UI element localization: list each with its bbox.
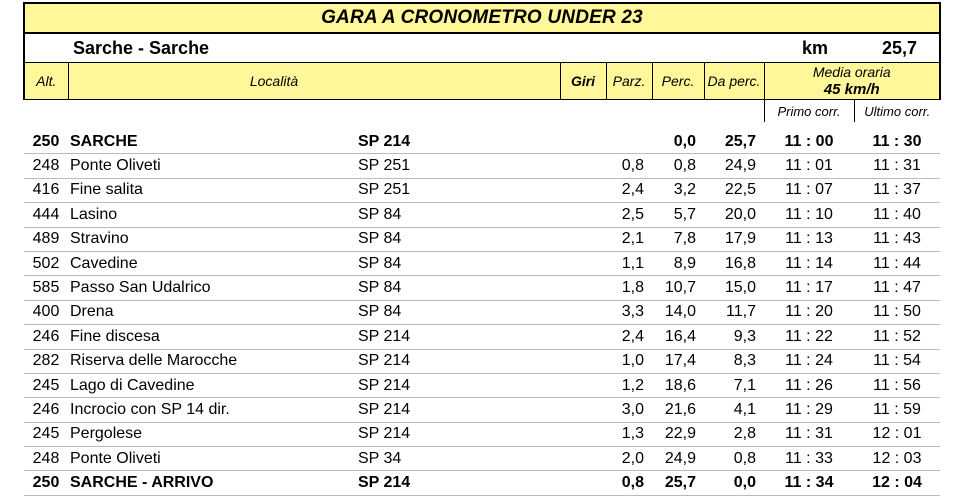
cell-road: SP 84	[358, 251, 560, 275]
cell-perc: 25,7	[652, 471, 704, 495]
cell-primo-corr: 11 : 17	[764, 276, 854, 300]
cell-parz: 3,3	[606, 300, 652, 324]
cell-giri	[560, 130, 606, 154]
cell-parz: 1,3	[606, 422, 652, 446]
cell-perc: 17,4	[652, 349, 704, 373]
cell-da-perc: 16,8	[704, 251, 764, 275]
cell-giri	[560, 300, 606, 324]
cell-road: SP 84	[358, 227, 560, 251]
cell-localita: Passo San Udalrico	[68, 276, 358, 300]
table-row	[24, 471, 940, 495]
table-row	[24, 227, 940, 251]
header-ultimo-corr: Ultimo corr.	[854, 100, 940, 123]
table-row	[24, 154, 940, 178]
cell-da-perc: 25,7	[704, 130, 764, 154]
cell-alt: 246	[24, 398, 68, 422]
cell-da-perc: 2,8	[704, 422, 764, 446]
cell-alt: 246	[24, 325, 68, 349]
cell-road: SP 84	[358, 203, 560, 227]
table-row	[24, 203, 940, 227]
cell-localita: Lasino	[68, 203, 358, 227]
cell-ultimo-corr: 11 : 40	[854, 203, 940, 227]
cell-primo-corr: 11 : 20	[764, 300, 854, 324]
cell-primo-corr: 11 : 26	[764, 373, 854, 397]
cell-perc: 10,7	[652, 276, 704, 300]
header-localita: Località	[68, 63, 560, 100]
header-alt: Alt.	[24, 63, 68, 100]
cell-ultimo-corr: 11 : 31	[854, 154, 940, 178]
cell-alt: 489	[24, 227, 68, 251]
cell-perc: 14,0	[652, 300, 704, 324]
cell-ultimo-corr: 11 : 44	[854, 251, 940, 275]
cell-da-perc: 8,3	[704, 349, 764, 373]
cell-giri	[560, 471, 606, 495]
header-primo-corr: Primo corr.	[764, 100, 854, 123]
table-row	[24, 398, 940, 422]
cell-localita: Riserva delle Marocche	[68, 349, 358, 373]
cell-perc: 8,9	[652, 251, 704, 275]
cell-ultimo-corr: 11 : 52	[854, 325, 940, 349]
cell-parz: 1,8	[606, 276, 652, 300]
cell-ultimo-corr: 12 : 03	[854, 447, 940, 471]
cell-primo-corr: 11 : 13	[764, 227, 854, 251]
page-title: GARA A CRONOMETRO UNDER 23	[24, 3, 940, 33]
cell-road: SP 34	[358, 447, 560, 471]
cell-road: SP 214	[358, 130, 560, 154]
cell-parz: 1,2	[606, 373, 652, 397]
cell-perc: 0,8	[652, 154, 704, 178]
cell-perc: 24,9	[652, 447, 704, 471]
cell-localita: Fine salita	[68, 178, 358, 202]
cell-alt: 248	[24, 447, 68, 471]
cell-primo-corr: 11 : 33	[764, 447, 854, 471]
cell-ultimo-corr: 11 : 30	[854, 130, 940, 154]
cell-primo-corr: 11 : 14	[764, 251, 854, 275]
cell-parz: 1,1	[606, 251, 652, 275]
cell-da-perc: 0,8	[704, 447, 764, 471]
media-speed: 45 km/h	[823, 81, 880, 98]
cell-primo-corr: 11 : 24	[764, 349, 854, 373]
header-giri: Giri	[560, 63, 606, 100]
cell-parz: 2,0	[606, 447, 652, 471]
cell-da-perc: 9,3	[704, 325, 764, 349]
cell-road: SP 214	[358, 325, 560, 349]
cell-localita: Incrocio con SP 14 dir.	[68, 398, 358, 422]
timetable-sheet	[23, 2, 939, 496]
cell-localita: SARCHE - ARRIVO	[68, 471, 358, 495]
cell-da-perc: 24,9	[704, 154, 764, 178]
cell-localita: Cavedine	[68, 251, 358, 275]
cell-perc: 0,0	[652, 130, 704, 154]
cell-road: SP 214	[358, 422, 560, 446]
cell-road: SP 214	[358, 349, 560, 373]
header-media-oraria	[764, 63, 940, 100]
cell-giri	[560, 251, 606, 275]
cell-primo-corr: 11 : 34	[764, 471, 854, 495]
cell-alt: 245	[24, 373, 68, 397]
cell-parz: 1,0	[606, 349, 652, 373]
cell-primo-corr: 11 : 10	[764, 203, 854, 227]
cell-localita: Pergolese	[68, 422, 358, 446]
cell-giri	[560, 398, 606, 422]
cell-parz: 2,1	[606, 227, 652, 251]
cell-primo-corr: 11 : 00	[764, 130, 854, 154]
cell-ultimo-corr: 11 : 56	[854, 373, 940, 397]
route-name: Sarche - Sarche	[68, 33, 560, 63]
header-perc: Perc.	[652, 63, 704, 100]
cell-perc: 18,6	[652, 373, 704, 397]
table-row	[24, 276, 940, 300]
cell-ultimo-corr: 11 : 50	[854, 300, 940, 324]
cell-parz: 2,4	[606, 178, 652, 202]
cell-alt: 400	[24, 300, 68, 324]
cell-road: SP 84	[358, 276, 560, 300]
cell-road: SP 214	[358, 398, 560, 422]
cell-localita: Fine discesa	[68, 325, 358, 349]
cell-alt: 416	[24, 178, 68, 202]
cell-primo-corr: 11 : 01	[764, 154, 854, 178]
cell-localita: SARCHE	[68, 130, 358, 154]
cell-perc: 7,8	[652, 227, 704, 251]
cell-da-perc: 11,7	[704, 300, 764, 324]
cell-road: SP 214	[358, 471, 560, 495]
cell-da-perc: 4,1	[704, 398, 764, 422]
table-row	[24, 325, 940, 349]
cell-localita: Ponte Oliveti	[68, 447, 358, 471]
cell-primo-corr: 11 : 22	[764, 325, 854, 349]
table-row	[24, 251, 940, 275]
cell-perc: 16,4	[652, 325, 704, 349]
cell-road: SP 251	[358, 178, 560, 202]
cell-parz: 2,4	[606, 325, 652, 349]
cell-giri	[560, 422, 606, 446]
cell-ultimo-corr: 12 : 01	[854, 422, 940, 446]
cell-alt: 282	[24, 349, 68, 373]
cell-giri	[560, 227, 606, 251]
cell-alt: 248	[24, 154, 68, 178]
table-row	[24, 447, 940, 471]
cell-ultimo-corr: 11 : 59	[854, 398, 940, 422]
header-da-perc: Da perc.	[704, 63, 764, 100]
cell-primo-corr: 11 : 07	[764, 178, 854, 202]
table-row	[24, 178, 940, 202]
cell-perc: 21,6	[652, 398, 704, 422]
cell-ultimo-corr: 11 : 43	[854, 227, 940, 251]
cell-alt: 250	[24, 471, 68, 495]
km-value: 25,7	[854, 33, 940, 63]
cell-perc: 22,9	[652, 422, 704, 446]
table-row	[24, 422, 940, 446]
cell-da-perc: 20,0	[704, 203, 764, 227]
table-row	[24, 373, 940, 397]
cell-ultimo-corr: 11 : 54	[854, 349, 940, 373]
cell-perc: 3,2	[652, 178, 704, 202]
cell-parz: 0,8	[606, 471, 652, 495]
cell-da-perc: 22,5	[704, 178, 764, 202]
cell-da-perc: 17,9	[704, 227, 764, 251]
cell-parz: 0,8	[606, 154, 652, 178]
cell-alt: 502	[24, 251, 68, 275]
cell-giri	[560, 178, 606, 202]
cell-localita: Drena	[68, 300, 358, 324]
cell-giri	[560, 349, 606, 373]
cell-alt: 444	[24, 203, 68, 227]
cell-alt: 585	[24, 276, 68, 300]
cell-localita: Ponte Oliveti	[68, 154, 358, 178]
cell-parz: 3,0	[606, 398, 652, 422]
km-label: km	[764, 33, 854, 63]
table-row	[24, 300, 940, 324]
cell-road: SP 84	[358, 300, 560, 324]
header-parz: Parz.	[606, 63, 652, 100]
cell-alt: 245	[24, 422, 68, 446]
cell-giri	[560, 447, 606, 471]
cell-giri	[560, 203, 606, 227]
cell-da-perc: 7,1	[704, 373, 764, 397]
cell-primo-corr: 11 : 29	[764, 398, 854, 422]
table-row	[24, 349, 940, 373]
cell-giri	[560, 154, 606, 178]
cell-da-perc: 15,0	[704, 276, 764, 300]
cell-primo-corr: 11 : 31	[764, 422, 854, 446]
cell-parz: 2,5	[606, 203, 652, 227]
cell-ultimo-corr: 11 : 47	[854, 276, 940, 300]
cell-ultimo-corr: 11 : 37	[854, 178, 940, 202]
cell-giri	[560, 325, 606, 349]
cell-perc: 5,7	[652, 203, 704, 227]
cell-road: SP 214	[358, 373, 560, 397]
cell-giri	[560, 276, 606, 300]
table-row	[24, 130, 940, 154]
cell-road: SP 251	[358, 154, 560, 178]
cell-alt: 250	[24, 130, 68, 154]
cell-ultimo-corr: 12 : 04	[854, 471, 940, 495]
timetable	[23, 2, 941, 496]
media-label: Media oraria	[812, 64, 891, 80]
cell-giri	[560, 373, 606, 397]
cell-da-perc: 0,0	[704, 471, 764, 495]
cell-localita: Lago di Cavedine	[68, 373, 358, 397]
cell-parz	[606, 130, 652, 154]
cell-localita: Stravino	[68, 227, 358, 251]
